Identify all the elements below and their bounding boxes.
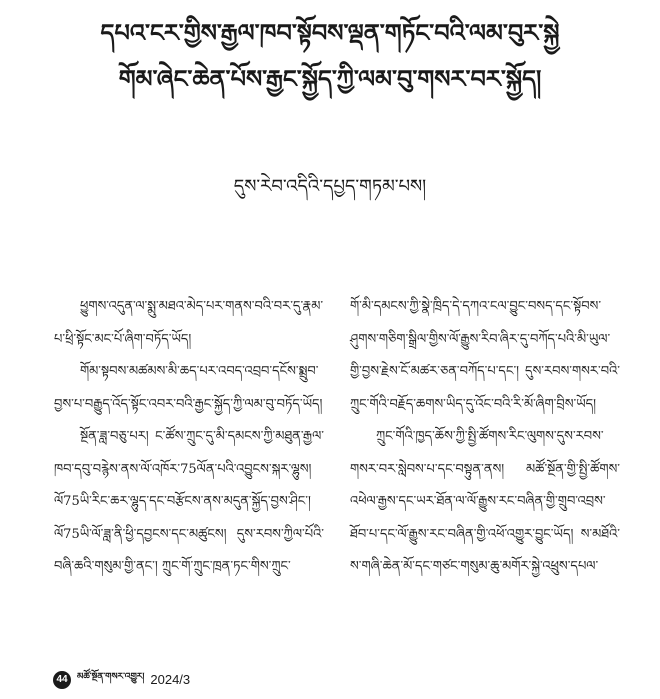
page-number: 44 <box>53 671 71 689</box>
right-column <box>350 291 620 584</box>
paragraph: ཕྱུགས་འདུན་ལ་སྨུ་མཐའ་མེད་པར་གནས་བའི་བར་དུ་རྣམ་པ་ཕྲི་སྟོང་མང་པོ་ཞིག་བཏོད་ཡོད། <box>54 299 324 347</box>
paragraph: ཀྲུང་གོའི་ཁྱད་ཆོས་ཀྱི་སྤྱི་ཚོགས་རིང་ལུགས་དུས་རབས་གསར་བར་སླེབས་པ་དང་བསྟུན་ནས། མཚོ་སྔོན་གྱི་སྤྱི་ཚོགས་འཕེལ་རྒྱས་དང་ཡར་ཐོན་ལ་ལོ་རྒྱུས་རང་བཞིན་གྱི་གྲུབ་འབྲས་ཐོབ་པ་དང་ལོ་རྒྱུས་རང་བཞིན་གྱི་འཕོ་འགྱུར་བྱུང་ཡོད། ས་མཐོའི་ས་གཞི་ཆེན་མོ་དང་གཙང་གསུམ་ཆུ་མགོར་སྐྱེ་འཕྲུས་དཔལ་ <box>350 429 620 574</box>
title-line-2: གོམ་ཞེང་ཆེན་པོས་རྒྱང་སྐྱོད་ཀྱི་ལམ་བུ་གསར་བར་སྐྱོད། <box>118 64 542 93</box>
page-footer <box>53 667 190 692</box>
article-title <box>0 10 660 102</box>
paragraph: གོ་མི་དམངས་ཀྱི་སྣེ་ཁྲིད་དེ་དཀའ་ངལ་བྱུང་བསད་དང་སྟོབས་ཤུགས་གཅིག་སྒྲིལ་གྱིས་ལོ་རྒྱུས་རིབ་ཞིར་དུ་བཀོད་པའི་མི་ཡུལ་གྱི་བྱས་རྗེས་ངོ་མཚར་ཅན་བཀོད་པ་དང་། དུས་རབས་གསར་བའི་ཀྲུང་གོའི་བརྗོད་ཆགས་ཡིད་དུ་འོང་བའི་རི་མོ་ཞིག་བྲིས་ཡོད། <box>350 299 620 412</box>
issue-date: 2024/3 <box>150 672 191 687</box>
article-byline: དུས་རེབ་འདིའི་དཔྱད་གཏམ་པས། <box>233 176 427 197</box>
paragraph: སྔོན་ཟླ་བཅུ་པར། ང་ཚོས་ཀྲུང་དུ་མི་དམངས་ཀྱི་མཐུན་རྒྱལ་ཁབ་དབུ་བརྙེས་ནས་ལོ་འཁོར་75ལོན་པའི་འབྱུངས་སྐར་ལྷུས། ལོ75ཡི་རིང་ཆར་ལྷུད་དང་བརྩོངས་ནས་མདུན་སྐྱོད་བྱས་ཤིང་། ལོ75ཡི་ལོ་ཟླ་ནི་ཕྱི་དབྱངས་དང་མཚུངས། དུས་རབས་ཀྱིལ་པོའི་བཞི་ཆའི་གསུམ་གྱི་ནང་། ཀྲུང་གོ་ཀྲུང་ཁྲན་ཏང་གིས་ཀྲུང་ <box>54 429 324 574</box>
left-column <box>54 291 324 584</box>
title-line-1: དཔའ་ངར་གྱིས་རྒྱལ་ཁབ་སྟོབས་ལྡན་གཏོང་བའི་ལམ་བུར་སྐྱེ <box>100 18 560 47</box>
magazine-name: མཚོ་སྔོན་གསར་འགྱུར། <box>77 672 145 682</box>
paragraph: གོམ་སྟབས་མཚམས་མི་ཆད་པར་འབད་འབྲབ་དངོས་སྨྲུབ་བྱས་པ་བརྒྱུད་འོད་སྟོང་འབར་བའི་རྒྱང་སྐྱོད་ཀྱི་ལམ་བུ་བཏོད་ཡོད། <box>54 364 323 412</box>
article-body <box>54 291 620 584</box>
